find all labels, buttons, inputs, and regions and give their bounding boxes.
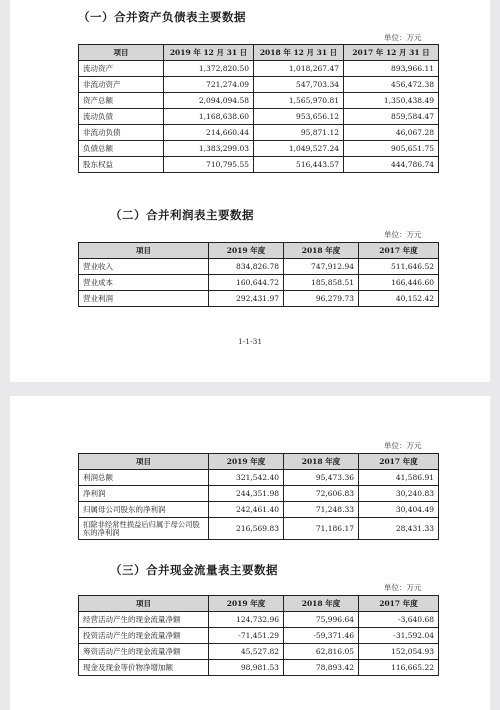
document-page-2 [10,396,490,710]
value-cell: -71,451.29 [209,628,284,644]
value-cell: 747,912.94 [284,259,359,275]
row-label: 流动负债 [79,109,164,125]
cashflow-unit-label: 单位：万元 [384,583,422,592]
value-cell: 28,431.33 [359,518,439,540]
value-cell: 41,586.91 [359,470,439,486]
table-row [79,275,439,291]
header-cell: 2017 年度 [359,454,439,470]
cashflow-heading: （三）合并现金流量表主要数据 [110,563,278,577]
income-unit-label: 单位：万元 [384,230,422,239]
table-header-row [79,596,439,612]
value-cell: 1,565,970.81 [254,93,344,109]
value-cell: 152,054.93 [359,644,439,660]
header-cell: 2018 年度 [284,596,359,612]
table-row [79,612,439,628]
row-label: 非流动资产 [79,77,164,93]
value-cell: 98,981.53 [209,660,284,676]
value-cell: 859,584.47 [344,109,439,125]
row-label: 流动资产 [79,61,164,77]
table-row [79,141,439,157]
value-cell: 516,443.57 [254,157,344,173]
value-cell: -59,371.46 [284,628,359,644]
row-label: 利润总额 [79,470,209,486]
value-cell: 214,660.44 [164,125,254,141]
header-cell: 2018 年度 [284,243,359,259]
value-cell: -3,640.68 [359,612,439,628]
table-header-row [79,45,439,61]
header-cell: 2018 年度 [284,454,359,470]
value-cell: 30,240.83 [359,486,439,502]
row-label: 营业利润 [79,291,209,307]
table-header-row [79,243,439,259]
value-cell: 40,152.42 [359,291,439,307]
row-label: 负债总额 [79,141,164,157]
value-cell: 1,018,267.47 [254,61,344,77]
header-cell: 2019 年度 [209,596,284,612]
table-row [79,259,439,275]
value-cell: 292,431.97 [209,291,284,307]
value-cell: 547,703.34 [254,77,344,93]
header-cell: 2019 年度 [209,243,284,259]
row-label: 资产总额 [79,93,164,109]
table-row [79,125,439,141]
header-cell: 2019 年 12 月 31 日 [164,45,254,61]
value-cell: 2,094,094.58 [164,93,254,109]
row-label: 非流动负债 [79,125,164,141]
cashflow-table [78,595,439,676]
value-cell: 710,795.55 [164,157,254,173]
income-statement-continued-table [78,453,439,540]
value-cell: 1,372,820.50 [164,61,254,77]
income-statement-heading: （二）合并利润表主要数据 [110,208,254,222]
header-cell: 2017 年度 [359,243,439,259]
value-cell: 185,858.51 [284,275,359,291]
header-cell: 项目 [79,596,209,612]
table-row [79,93,439,109]
row-label: 现金及现金等价物净增加额 [79,660,209,676]
value-cell: 95,473.36 [284,470,359,486]
page-number: 1-1-31 [238,337,263,346]
header-cell: 2017 年度 [359,596,439,612]
row-label: 归属母公司股东的净利润 [79,502,209,518]
value-cell: 46,067.28 [344,125,439,141]
row-label: 筹资活动产生的现金流量净额 [79,644,209,660]
table-row [79,470,439,486]
row-label: 净利润 [79,486,209,502]
value-cell: 953,656.12 [254,109,344,125]
header-cell: 2019 年度 [209,454,284,470]
header-cell: 项目 [79,45,164,61]
value-cell: 721,274.09 [164,77,254,93]
row-label: 经营活动产生的现金流量净额 [79,612,209,628]
row-label: 营业收入 [79,259,209,275]
table-row [79,77,439,93]
row-label: 扣除非经常性损益后归属于母公司股东的净利润 [79,518,209,540]
value-cell: 893,966.11 [344,61,439,77]
value-cell: 1,049,527.24 [254,141,344,157]
value-cell: 1,168,638.60 [164,109,254,125]
value-cell: 124,732.96 [209,612,284,628]
value-cell: 95,871.12 [254,125,344,141]
header-cell: 项目 [79,454,209,470]
header-cell: 2018 年 12 月 31 日 [254,45,344,61]
value-cell: 45,527.82 [209,644,284,660]
table-row [79,291,439,307]
value-cell: 456,472.38 [344,77,439,93]
value-cell: 71,186.17 [284,518,359,540]
value-cell: 321,542.40 [209,470,284,486]
value-cell: 30,404.49 [359,502,439,518]
table-row [79,109,439,125]
table-row [79,502,439,518]
value-cell: 71,248.33 [284,502,359,518]
income2-unit-label: 单位：万元 [384,441,422,450]
row-label: 股东权益 [79,157,164,173]
table-row [79,157,439,173]
income-statement-table [78,242,439,307]
value-cell: 444,786.74 [344,157,439,173]
table-row [79,518,439,540]
value-cell: 166,446.60 [359,275,439,291]
document-page-1 [10,0,490,382]
value-cell: 1,383,299.03 [164,141,254,157]
balance-unit-label: 单位：万元 [384,33,422,42]
value-cell: 242,461.40 [209,502,284,518]
table-row [79,486,439,502]
table-header-row [79,454,439,470]
table-row [79,660,439,676]
value-cell: -31,592.04 [359,628,439,644]
value-cell: 511,646.52 [359,259,439,275]
value-cell: 905,651.75 [344,141,439,157]
header-cell: 2017 年 12 月 31 日 [344,45,439,61]
row-label: 投资活动产生的现金流量净额 [79,628,209,644]
table-row [79,628,439,644]
value-cell: 75,996.64 [284,612,359,628]
table-row [79,61,439,77]
value-cell: 216,569.83 [209,518,284,540]
header-cell: 项目 [79,243,209,259]
balance-sheet-heading: （一）合并资产负债表主要数据 [78,10,246,24]
value-cell: 62,816.05 [284,644,359,660]
value-cell: 834,826.78 [209,259,284,275]
table-row [79,644,439,660]
value-cell: 244,351.98 [209,486,284,502]
value-cell: 78,893.42 [284,660,359,676]
value-cell: 116,665.22 [359,660,439,676]
value-cell: 96,279.73 [284,291,359,307]
value-cell: 160,644.72 [209,275,284,291]
row-label: 营业成本 [79,275,209,291]
balance-sheet-table [78,44,439,173]
value-cell: 1,350,438.49 [344,93,439,109]
value-cell: 72,606.83 [284,486,359,502]
